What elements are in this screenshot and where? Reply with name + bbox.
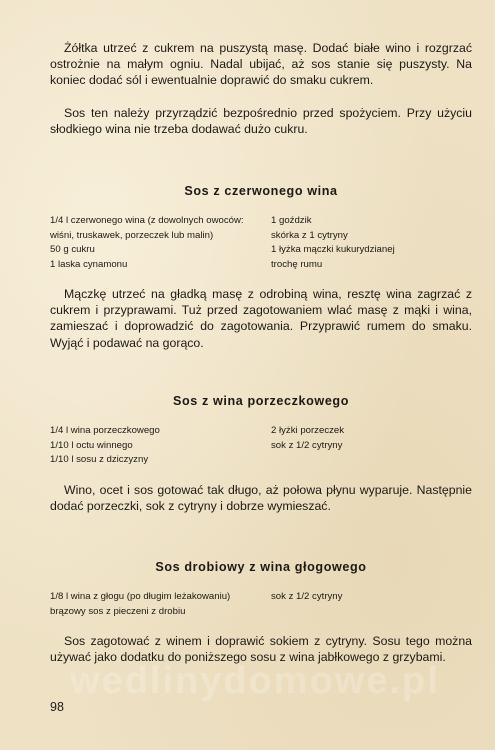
intro-paragraph-2: Sos ten należy przyrządzić bezpośrednio przed spożyciem. Przy użyciu słodkiego wina nie trzeba dodawać dużo cukru.	[50, 106, 472, 137]
ingredient-line: 1 laska cynamonu	[50, 258, 128, 270]
method-currant-wine-sauce: Wino, ocet i sos gotować tak długo, aż połowa płynu wyparuje. Następnie dodać porzeczki, sok z cytryny i dobrze wymieszać.	[50, 483, 472, 514]
ingredients-left-column	[50, 424, 271, 468]
ingredients-right-column	[271, 424, 472, 468]
ingredient-line: 1/10 l octu winnego	[50, 439, 133, 451]
ingredients-red-wine-sauce	[50, 214, 472, 272]
ingredients-left-column	[50, 214, 271, 272]
ingredient-line: sok z 1/2 cytryny	[271, 439, 343, 451]
intro-paragraph-1: Żółtka utrzeć z cukrem na puszystą masę. Dodać białe wino i rozgrzać ostrożnie na małym ogniu. Nadal ubijać, aż sos stanie się puszysty. Na koniec dodać sól i ewentualnie doprawić do smaku cukrem.	[50, 41, 472, 88]
method-red-wine-sauce: Mączkę utrzeć na gładką masę z odrobiną wina, resztę wina zagrzać z cukrem i przyprawami. Tuż przed zagotowaniem wlać masę z mąki i wina, zamieszać i doprowadzić do zagotowania. Przyprawić rumem do smaku. Wyjąć i podawać na gorąco.	[50, 287, 472, 350]
page-number: 98	[50, 700, 64, 714]
ingredient-line: 1/4 l czerwonego wina (z dowolnych owoców:	[50, 215, 244, 226]
ingredient-line: brązowy sos z pieczeni z drobiu	[50, 605, 186, 617]
method-hawthorn-wine-sauce: Sos zagotować z winem i doprawić sokiem z cytryny. Sosu tego można używać jako dodatku do poniższego sosu z wina jabłkowego z grzybami.	[50, 634, 472, 665]
ingredient-line: skórka z 1 cytryny	[271, 229, 348, 241]
recipe-title-currant-wine-sauce: Sos z wina porzeczkowego	[172, 394, 350, 408]
recipe-title-hawthorn-wine-sauce: Sos drobiowy z wina głogowego	[155, 560, 367, 574]
ingredient-line: 1/4 l wina porzeczkowego	[50, 425, 160, 436]
ingredients-currant-wine-sauce	[50, 424, 472, 468]
ingredient-line: 1 łyżka mączki kukurydzianej	[271, 244, 395, 255]
ingredient-line: 1/10 l sosu z dziczyzny	[50, 454, 149, 465]
ingredient-line: trochę rumu	[271, 258, 323, 270]
ingredients-right-column	[271, 590, 472, 619]
ingredient-line: 2 łyżki porzeczek	[271, 425, 345, 436]
ingredients-hawthorn-wine-sauce	[50, 590, 472, 619]
ingredients-left-column	[50, 590, 271, 619]
watermark: wedlinydomowe.pl	[70, 660, 440, 702]
ingredient-line: wiśni, truskawek, porzeczek lub malin)	[50, 229, 214, 241]
ingredient-line: sok z 1/2 cytryny	[271, 591, 343, 602]
ingredient-line: 1 goździk	[271, 215, 312, 226]
recipe-title-red-wine-sauce: Sos z czerwonego wina	[184, 184, 338, 198]
ingredient-line: 1/8 l wina z głogu (po długim leżakowaniu)	[50, 591, 231, 602]
ingredient-line: 50 g cukru	[50, 244, 95, 255]
ingredients-right-column	[271, 214, 472, 272]
